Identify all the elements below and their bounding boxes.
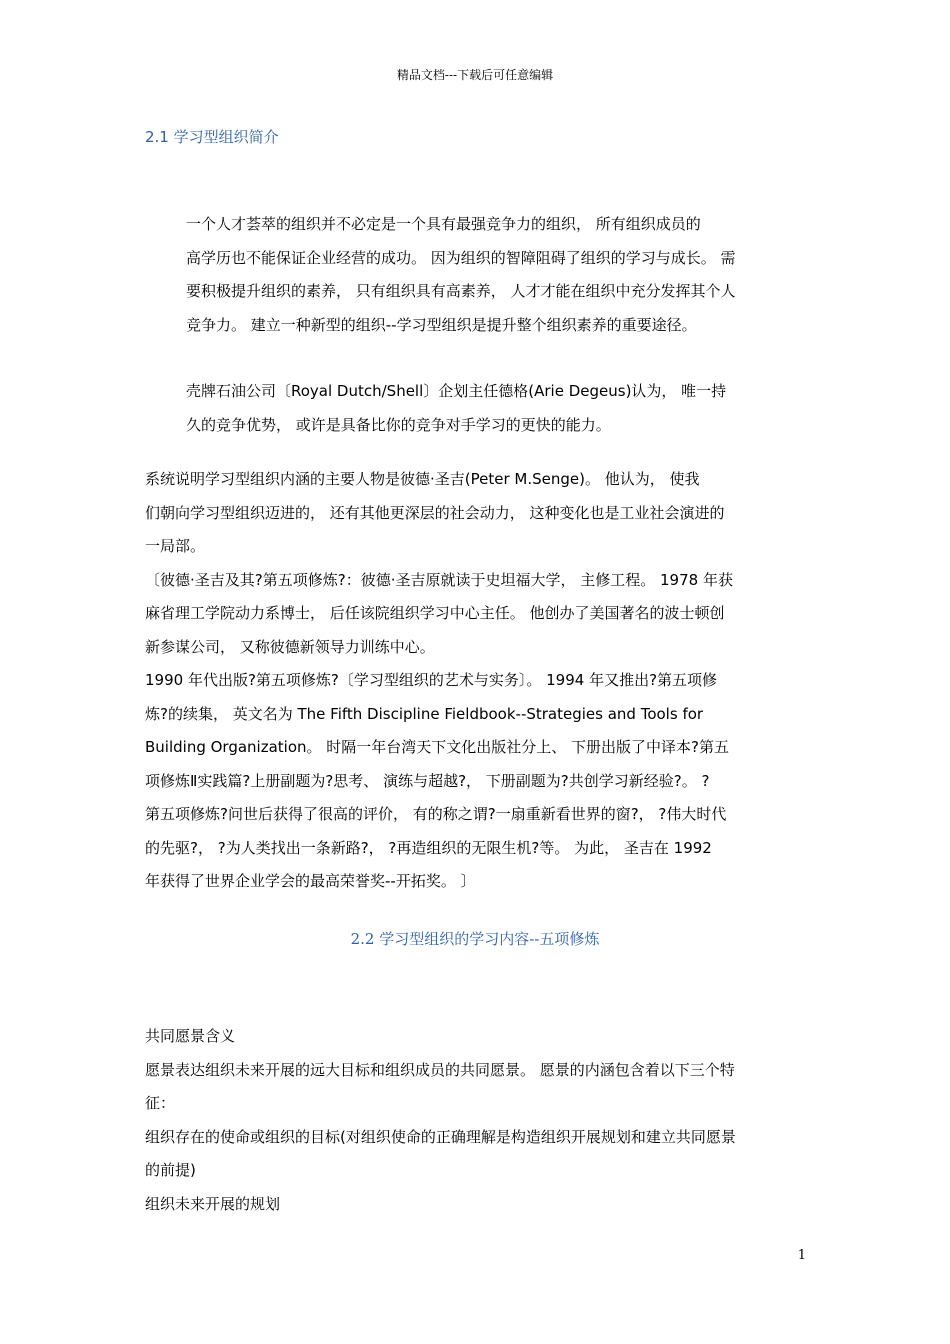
text-line: 组织存在的使命或组织的目标(对组织使命的正确理解是构造组织开展规划和建立共同愿景	[145, 1127, 736, 1146]
section-heading-2-2: 2.2 学习型组织的学习内容--五项修炼	[350, 930, 600, 948]
text-line: 要积极提升组织的素养， 只有组织具有高素养， 人才才能在组织中充分发挥其个人	[186, 282, 736, 300]
text-line: 壳牌石油公司〔Royal Dutch/Shell〕企划主任德格(Arie Degeus)认为， 唯一持	[186, 382, 727, 400]
section-heading-2-1: 2.1 学习型组织简介	[145, 128, 279, 146]
paragraph-shared-vision	[145, 1020, 736, 1221]
text-line: 组织未来开展的规划	[145, 1194, 281, 1213]
text-line: 竞争力。 建立一种新型的组织--学习型组织是提升整个组织素养的重要途径。	[186, 315, 697, 334]
text-line: 愿景表达组织未来开展的远大目标和组织成员的共同愿景。 愿景的内涵包含着以下三个特	[145, 1060, 735, 1079]
page-number: 1	[797, 1248, 806, 1263]
text-line: 1990 年代出版?第五项修炼?〔学习型组织的艺术与实务〕。 1994 年又推出?第五项修	[145, 671, 718, 689]
text-line: 高学历也不能保证企业经营的成功。 因为组织的智障阻碍了组织的学习与成长。 需	[186, 248, 736, 267]
text-line: 一局部。	[145, 537, 206, 555]
text-line: 共同愿景含义	[145, 1027, 236, 1045]
page-header: 精品文档---下载后可任意编辑	[396, 68, 554, 82]
text-line: 年获得了世界企业学会的最高荣誉奖--开拓奖。 〕	[145, 872, 476, 890]
paragraph-intro	[186, 208, 736, 342]
text-line: 新参谋公司， 又称彼德新领导力训练中心。	[145, 637, 435, 656]
paragraph-senge	[145, 463, 733, 899]
text-line: 〔彼德·圣吉及其?第五项修炼?：彼德·圣吉原就读于史坦福大学， 主修工程。 1978 年获	[145, 570, 733, 589]
paragraph-shell-quote	[186, 375, 726, 442]
text-line: 的前提)	[145, 1161, 196, 1179]
text-line: 的先驱?， ?为人类找出一条新路?， ?再造组织的无限生机?等。 为此， 圣吉在 1992	[145, 838, 712, 857]
text-line: 一个人才荟萃的组织并不必定是一个具有最强竞争力的组织， 所有组织成员的	[186, 215, 701, 233]
text-line: 系统说明学习型组织内涵的主要人物是彼德·圣吉(Peter M.Senge)。 他认为， 使我	[145, 470, 700, 488]
text-line: 炼?的续集， 英文名为 The Fifth Discipline Fieldbook--Strategies and Tools for	[145, 704, 704, 723]
text-line: 第五项修炼?问世后获得了很高的评价， 有的称之谓?一扇重新看世界的窗?， ?伟大时代	[145, 805, 727, 823]
text-line: 征：	[145, 1094, 176, 1112]
text-line: 麻省理工学院动力系博士， 后任该院组织学习中心主任。 他创办了美国著名的波士顿创	[145, 604, 725, 622]
text-line: 久的竞争优势， 或许是具备比你的竞争对手学习的更快的能力。	[186, 415, 611, 434]
text-line: Building Organization。 时隔一年台湾天下文化出版社分上、 下册出版了中译本?第五	[145, 738, 730, 756]
text-line: 项修炼Ⅱ实践篇?上册副题为?思考、 演练与超越?， 下册副题为?共创学习新经验?。 ?	[145, 771, 710, 790]
text-line: 们朝向学习型组织迈进的， 还有其他更深层的社会动力， 这种变化也是工业社会演进的	[145, 503, 725, 522]
